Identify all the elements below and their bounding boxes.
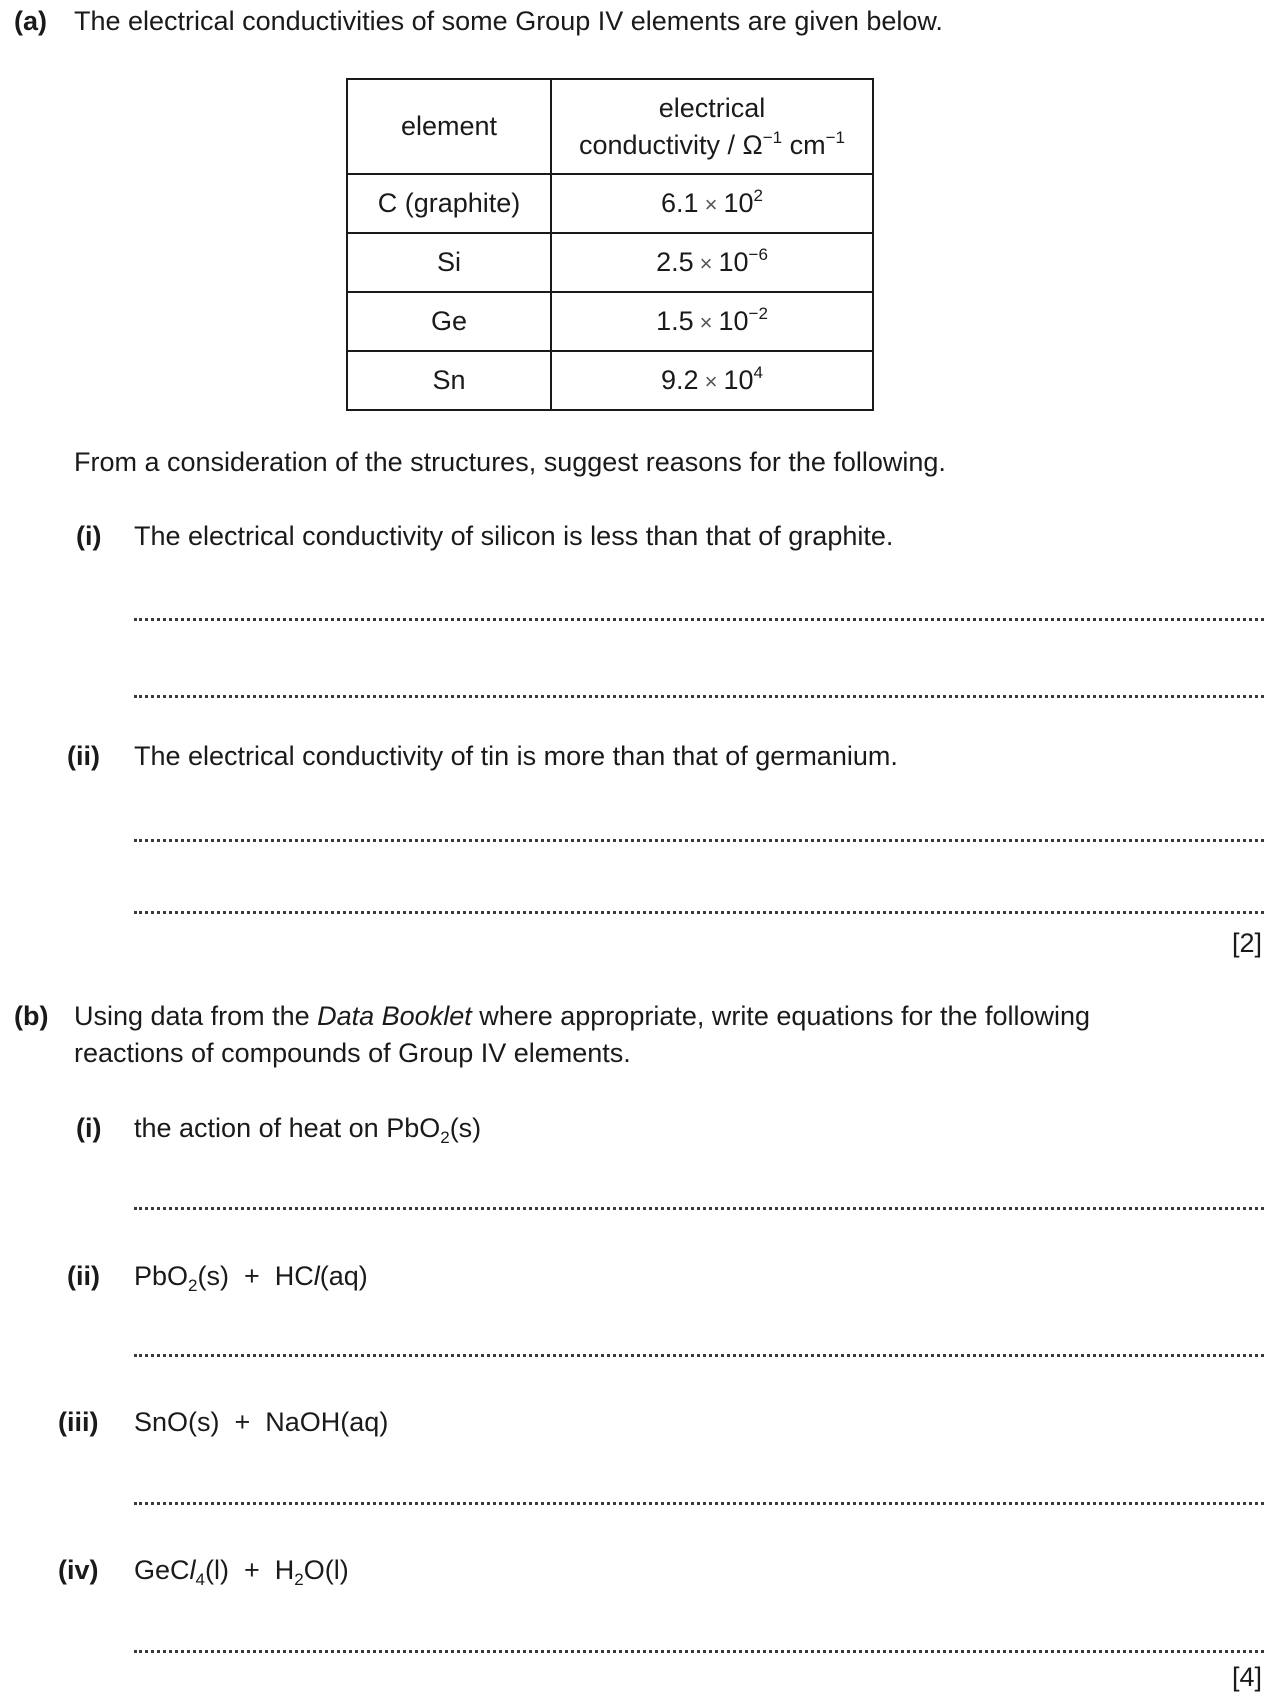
italic-l: l [313, 1261, 320, 1291]
part-a-prompt: From a consideration of the structures, suggest reasons for the following. [74, 447, 946, 477]
conductivity-mantissa: 9.2 [661, 365, 699, 395]
table-header-row [347, 79, 873, 174]
part-b-label: (b) [14, 1001, 49, 1031]
part-b-ii-label: (ii) [67, 1261, 100, 1291]
part-b-iv-label: (iv) [58, 1555, 99, 1585]
conductivity-cell [551, 233, 873, 292]
marks-a: [2] [1231, 928, 1262, 958]
answer-line-a-i-1[interactable] [134, 618, 1264, 621]
times-sign: × [704, 192, 718, 217]
header-unit-exp1: −1 [762, 127, 783, 147]
part-b-iv-mid: (l) + H [205, 1555, 295, 1585]
part-a-i-label: (i) [76, 521, 102, 551]
table-row [347, 292, 873, 351]
conductivity-base: 10 [718, 306, 749, 336]
answer-line-b-ii[interactable] [134, 1354, 1264, 1357]
times-sign: × [699, 251, 713, 276]
part-b-iv-post: O(l) [303, 1555, 349, 1585]
header-element: element [347, 79, 551, 174]
table-row [347, 351, 873, 410]
header-unit-exp2: −1 [825, 127, 846, 147]
times-sign: × [699, 310, 713, 335]
part-b-text-line2: reactions of compounds of Group IV elements. [74, 1038, 631, 1068]
part-a-intro: The electrical conductivities of some Group IV elements are given below. [74, 6, 943, 36]
header-conductivity-line1: electrical [658, 92, 766, 123]
answer-line-b-iii[interactable] [134, 1502, 1264, 1505]
conductivity-exponent: −2 [748, 304, 768, 323]
part-b-i-post: (s) [449, 1113, 482, 1143]
marks-b: [4] [1231, 1662, 1262, 1692]
part-b-text-before: Using data from the [74, 1001, 318, 1031]
part-b-iii-label: (iii) [58, 1407, 99, 1437]
element-cell: C (graphite) [347, 174, 551, 233]
part-b-ii-post: (aq) [319, 1261, 368, 1291]
answer-line-a-ii-2[interactable] [134, 911, 1264, 914]
conductivity-cell [551, 351, 873, 410]
italic-l: l [189, 1555, 196, 1585]
part-a-ii-text: The electrical conductivity of tin is more than that of germanium. [134, 741, 898, 771]
part-b-iv-text [134, 1555, 349, 1589]
conductivity-table [346, 78, 874, 411]
conductivity-cell [551, 292, 873, 351]
header-conductivity [551, 79, 873, 174]
part-a-ii-label: (ii) [67, 741, 100, 771]
element-cell: Sn [347, 351, 551, 410]
conductivity-mantissa: 1.5 [656, 306, 694, 336]
conductivity-mantissa: 6.1 [661, 188, 699, 218]
subscript: 2 [440, 1128, 450, 1147]
conductivity-exponent: −6 [748, 245, 768, 264]
subscript: 2 [294, 1570, 304, 1589]
subscript: 4 [195, 1570, 205, 1589]
conductivity-base: 10 [723, 365, 754, 395]
conductivity-mantissa: 2.5 [656, 247, 694, 277]
part-b-iii-text: SnO(s) + NaOH(aq) [134, 1407, 389, 1437]
element-cell: Ge [347, 292, 551, 351]
answer-line-b-i[interactable] [134, 1207, 1264, 1210]
times-sign: × [704, 369, 718, 394]
part-b-i-label: (i) [76, 1113, 102, 1143]
conductivity-exponent: 4 [753, 363, 763, 382]
conductivity-exponent: 2 [753, 186, 763, 205]
answer-line-a-ii-1[interactable] [134, 839, 1264, 842]
part-a-label: (a) [14, 6, 47, 36]
table-row [347, 174, 873, 233]
part-b-text-line1 [74, 1001, 1090, 1032]
part-b-ii-mid: (s) + HC [197, 1261, 314, 1291]
header-conductivity-line2: conductivity / Ω [578, 129, 763, 160]
part-b-text-after: where appropriate, write equations for the following [471, 1001, 1091, 1031]
conductivity-base: 10 [718, 247, 749, 277]
answer-line-b-iv[interactable] [134, 1650, 1264, 1653]
part-b-ii-text [134, 1261, 368, 1295]
table-row [347, 233, 873, 292]
subscript: 2 [188, 1276, 198, 1295]
conductivity-base: 10 [723, 188, 754, 218]
part-b-ii-pre: PbO [134, 1261, 189, 1291]
part-b-i-text [134, 1113, 482, 1147]
header-unit-cm: cm [782, 129, 826, 160]
part-a-i-text: The electrical conductivity of silicon is less than that of graphite. [134, 521, 894, 551]
data-booklet-title: Data Booklet [317, 1001, 472, 1031]
element-cell: Si [347, 233, 551, 292]
conductivity-cell [551, 174, 873, 233]
part-b-iv-pre: GeC [134, 1555, 190, 1585]
answer-line-a-i-2[interactable] [134, 695, 1264, 698]
part-b-i-pre: the action of heat on PbO [134, 1113, 441, 1143]
